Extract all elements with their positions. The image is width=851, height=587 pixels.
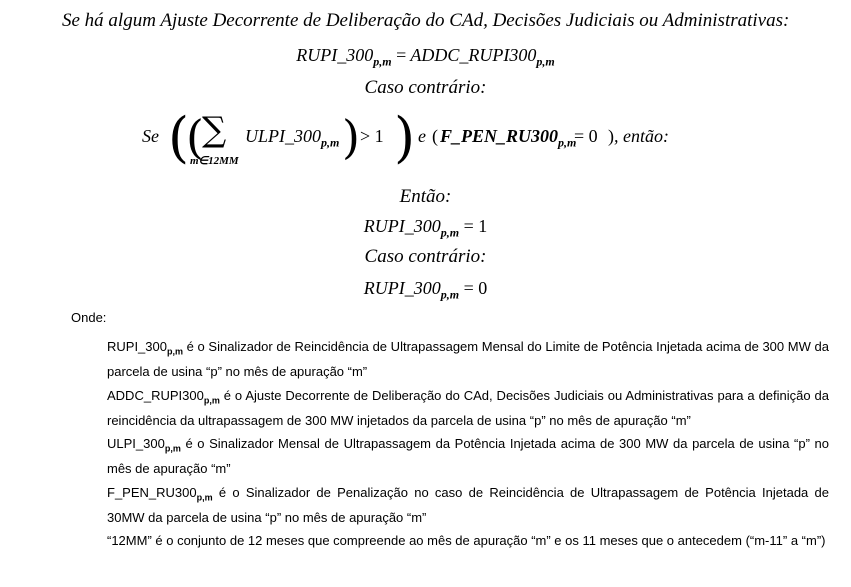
def-text: é o conjunto de 12 meses que compreende ao mês de apuração “m” e os 11 meses que o antecedem (“m-11” a “m”): [151, 533, 826, 548]
eq1-rhs-sub: p,m: [536, 54, 555, 69]
cond-tail: , então:: [614, 126, 669, 146]
cond-flag: [440, 126, 576, 151]
inner-paren-right: ): [342, 110, 360, 164]
def-text: é o Sinalizador Mensal de Ultrapassagem da Potência Injetada acima de 300 MW da parcela de usina “p” no mês de apuração “m”: [107, 436, 829, 476]
condition-expression: [142, 106, 782, 172]
equation-result-one: [0, 216, 851, 241]
cond-term: [245, 126, 339, 151]
outer-paren-left: (: [168, 106, 190, 169]
condition-heading: Se há algum Ajuste Decorrente de Deliberação do CAd, Decisões Judiciais ou Administrativas:: [62, 10, 790, 31]
cond-flag-eq: = 0: [574, 126, 598, 146]
summation-limit: m∈12MM: [190, 155, 239, 167]
caso-contrario-1: Caso contrário:: [364, 77, 487, 98]
def-term-sub: p,m: [164, 443, 181, 454]
definition-addc: [107, 386, 829, 430]
eq3-rhs: = 0: [463, 278, 488, 298]
eq3-lhs-sub: p,m: [440, 287, 460, 302]
cond-gt: > 1: [360, 126, 384, 146]
definition-fpen: [107, 483, 829, 527]
equation-result-zero: [0, 278, 851, 303]
eq2-lhs-sub: p,m: [440, 225, 460, 240]
def-term: ADDC_RUPI300: [107, 388, 204, 403]
cond-flag-sub: p,m: [558, 135, 577, 150]
flag-paren-right: ): [608, 126, 614, 146]
entao-label: Então:: [399, 186, 452, 207]
cond-e: e: [418, 126, 426, 146]
def-term-sub: p,m: [196, 492, 213, 503]
def-term-sub: p,m: [203, 395, 220, 406]
def-text: é o Sinalizador de Reincidência de Ultrapassagem Mensal do Limite de Potência Injetada acima de 300 MW da parcela de usina “p” no mês de apuração “m”: [107, 339, 829, 379]
eq1-operator: =: [396, 45, 407, 65]
outer-paren-right: ): [394, 106, 416, 169]
equation-adjustment: [0, 45, 851, 70]
def-term-sub: p,m: [166, 346, 183, 357]
definition-12mm: [107, 531, 829, 550]
cond-flag-name: F_PEN_RU300: [440, 126, 559, 146]
inner-paren-left: (: [186, 110, 204, 164]
eq2-lhs: RUPI_300: [363, 216, 441, 236]
def-term: RUPI_300: [107, 339, 167, 354]
cond-se: Se: [142, 126, 159, 146]
summation-icon: ∑: [202, 110, 227, 150]
cond-term-sub: p,m: [321, 135, 340, 150]
eq2-rhs: = 1: [463, 216, 488, 236]
definition-rupi: [107, 337, 829, 381]
def-term: “12MM”: [107, 533, 152, 548]
eq1-lhs-sub: p,m: [373, 54, 392, 69]
definition-ulpi: [107, 434, 829, 478]
flag-paren-left: (: [432, 126, 438, 146]
eq3-lhs: RUPI_300: [363, 278, 441, 298]
eq1-lhs: RUPI_300: [296, 45, 374, 65]
cond-term-name: ULPI_300: [245, 126, 321, 146]
onde-label: Onde:: [71, 310, 107, 325]
def-term: ULPI_300: [107, 436, 165, 451]
eq1-rhs: ADDC_RUPI300: [410, 45, 537, 65]
def-text: é o Ajuste Decorrente de Deliberação do CAd, Decisões Judiciais ou Administrativas para a definição da reincidência da ultrapassagem de 300 MW injetados da parcela de usina “p” no mês de apuração “m”: [107, 388, 829, 428]
caso-contrario-2: Caso contrário:: [364, 246, 487, 267]
def-text: é o Sinalizador de Penalização no caso de Reincidência de Ultrapassagem de Potência Injetada de 30MW da parcela de usina “p” no mês de apuração “m”: [107, 485, 829, 525]
def-term: F_PEN_RU300: [107, 485, 197, 500]
